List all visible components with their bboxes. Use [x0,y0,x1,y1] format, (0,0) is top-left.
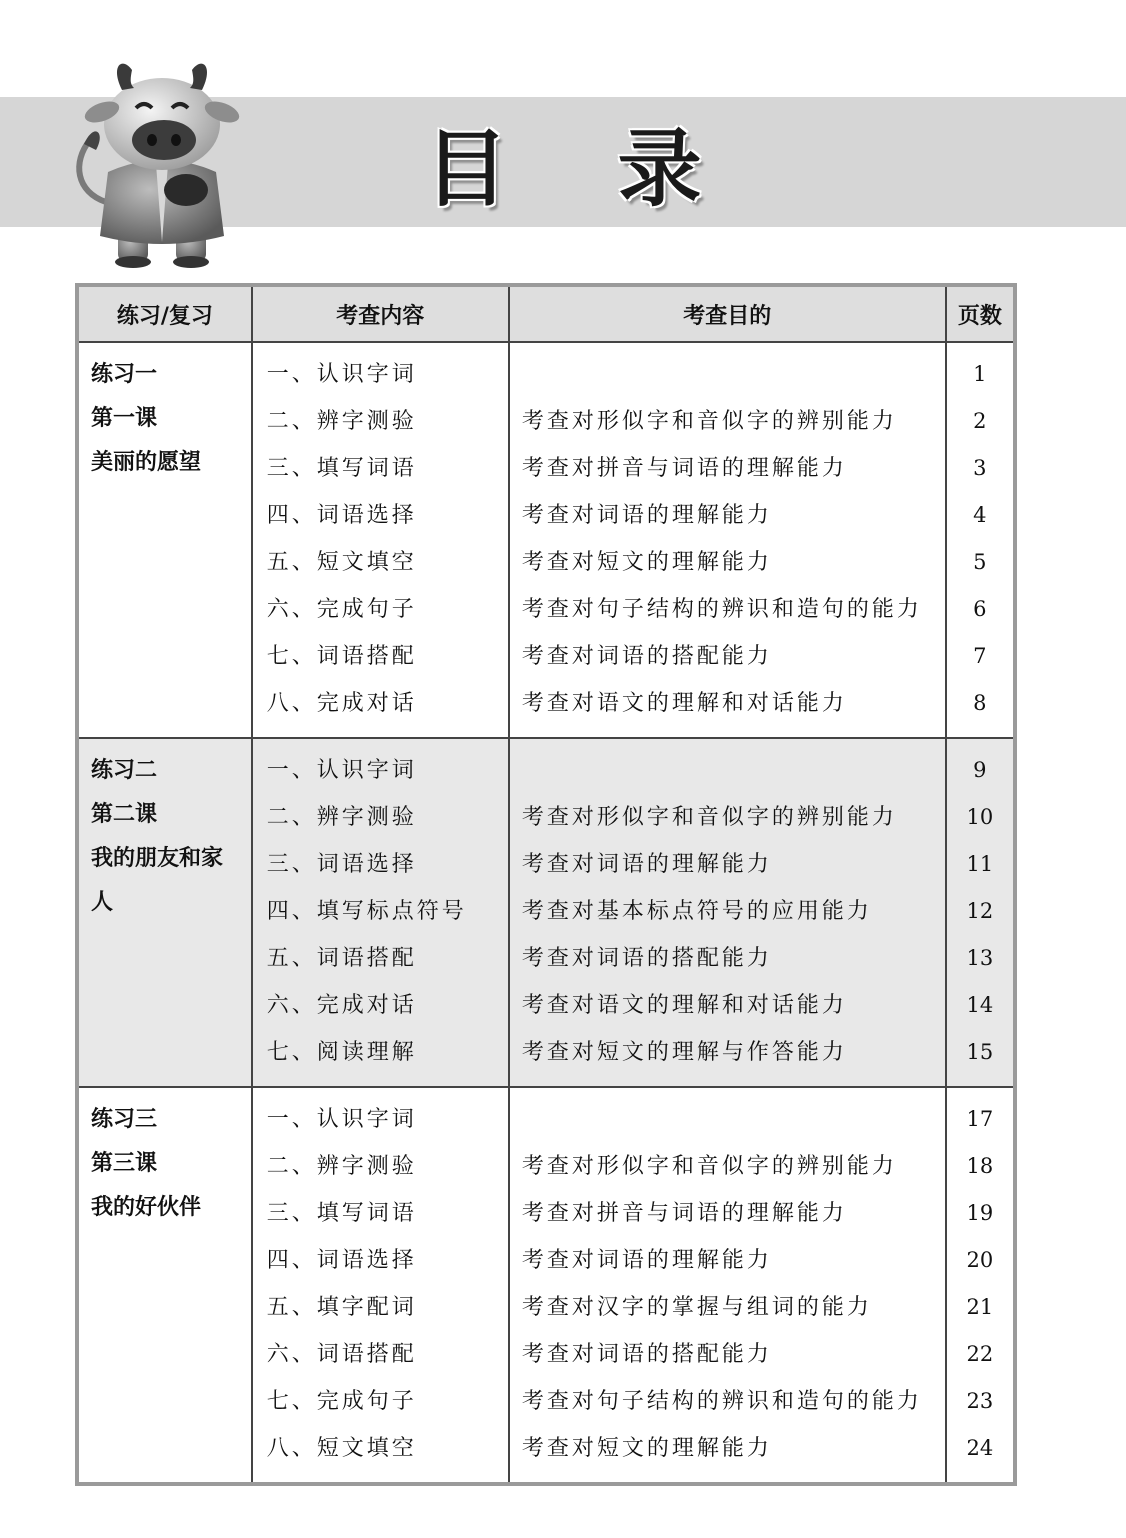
header-purpose: 考查目的 [509,285,946,342]
lesson-cell [77,738,252,1087]
header-content: 考查内容 [252,285,509,342]
content-item: 四、词语选择 [266,503,417,528]
purpose-cell [509,1087,946,1484]
exercise-group-2 [77,738,1015,1087]
header-page: 页数 [946,285,1015,342]
purpose-item: 考查对词语的搭配能力 [521,1342,772,1367]
purpose-item: 考查对词语的搭配能力 [521,644,772,669]
content-cell [252,342,509,738]
page-number: 15 [966,1040,994,1064]
purpose-item: 考查对短文的理解能力 [521,550,772,575]
content-item: 八、完成对话 [266,691,417,716]
page-number: 2 [973,409,987,433]
purpose-item: 考查对词语的搭配能力 [521,946,772,971]
page-cell [946,1087,1015,1484]
lesson-number: 第二课 [91,802,158,827]
content-item: 一、认识字词 [266,362,417,387]
content-item: 三、词语选择 [266,852,417,877]
page-number: 7 [973,644,987,668]
page-number: 5 [973,550,987,574]
purpose-item: 考查对短文的理解能力 [521,1436,772,1461]
page-number: 12 [966,899,994,923]
page-number: 13 [966,946,994,970]
purpose-item: 考查对短文的理解与作答能力 [521,1040,847,1065]
page-number: 23 [966,1389,994,1413]
content-item: 二、辨字测验 [266,805,417,830]
purpose-item: 考查对语文的理解和对话能力 [521,993,847,1018]
purpose-item: 考查对语文的理解和对话能力 [521,691,847,716]
purpose-item: 考查对形似字和音似字的辨别能力 [521,1154,897,1179]
content-item: 三、填写词语 [266,456,417,481]
purpose-item: 考查对句子结构的辨识和造句的能力 [521,1389,922,1414]
content-item: 一、认识字词 [266,1107,417,1132]
content-cell [252,738,509,1087]
page-cell [946,342,1015,738]
page-number: 17 [966,1107,994,1131]
purpose-item [510,351,945,398]
page-number: 20 [966,1248,994,1272]
content-item: 四、填写标点符号 [266,899,467,924]
exercise-label: 练习一 [91,362,158,387]
lesson-cell [77,342,252,738]
purpose-item: 考查对词语的理解能力 [521,503,772,528]
page-number: 8 [973,691,987,715]
purpose-item [510,747,945,794]
table-of-contents [75,283,1017,1486]
page-number: 10 [966,805,994,829]
purpose-cell [509,342,946,738]
purpose-item: 考查对基本标点符号的应用能力 [521,899,872,924]
page-number: 18 [966,1154,994,1178]
page-number: 4 [973,503,987,527]
lesson-number: 第一课 [91,406,158,431]
page-cell [946,738,1015,1087]
content-item: 七、完成句子 [266,1389,417,1414]
content-item: 二、辨字测验 [266,409,417,434]
page-number: 1 [973,362,987,386]
lesson-title: 我的朋友和家 [91,846,224,871]
page-number: 19 [966,1201,994,1225]
purpose-item: 考查对句子结构的辨识和造句的能力 [521,597,922,622]
page-number: 3 [973,456,987,480]
content-item: 一、认识字词 [266,758,417,783]
exercise-label: 练习二 [91,758,158,783]
content-item: 六、完成对话 [266,993,417,1018]
purpose-item: 考查对词语的理解能力 [521,852,772,877]
exercise-group-3 [77,1087,1015,1484]
content-cell [252,1087,509,1484]
exercise-label: 练习三 [91,1107,158,1132]
content-item: 五、短文填空 [266,550,417,575]
content-item: 六、词语搭配 [266,1342,417,1367]
content-item: 六、完成句子 [266,597,417,622]
table-header-row [77,285,1015,342]
lesson-title: 美丽的愿望 [91,450,202,475]
header-exercise: 练习/复习 [77,285,252,342]
page-number: 9 [973,758,987,782]
lesson-cell [77,1087,252,1484]
content-item: 八、短文填空 [266,1436,417,1461]
page-title: 目 录 [424,119,742,218]
lesson-title: 我的好伙伴 [91,1195,202,1220]
content-item: 二、辨字测验 [266,1154,417,1179]
page-number: 11 [966,852,994,876]
exercise-group-1 [77,342,1015,738]
content-item: 四、词语选择 [266,1248,417,1273]
purpose-item: 考查对形似字和音似字的辨别能力 [521,805,897,830]
purpose-item: 考查对汉字的掌握与组词的能力 [521,1295,872,1320]
page-number: 14 [966,993,994,1017]
content-item: 七、词语搭配 [266,644,417,669]
purpose-item: 考查对形似字和音似字的辨别能力 [521,409,897,434]
cartoon-ox-mascot-icon [66,52,256,270]
purpose-item: 考查对词语的理解能力 [521,1248,772,1273]
page-number: 6 [973,597,987,621]
content-item: 五、词语搭配 [266,946,417,971]
purpose-item: 考查对拼音与词语的理解能力 [521,456,847,481]
content-item: 三、填写词语 [266,1201,417,1226]
lesson-number: 第三课 [91,1151,158,1176]
content-item: 七、阅读理解 [266,1040,417,1065]
page-number: 24 [966,1436,994,1460]
content-item: 五、填字配词 [266,1295,417,1320]
lesson-title-continued: 人 [91,890,114,915]
purpose-cell [509,738,946,1087]
page-number: 21 [966,1295,994,1319]
purpose-item: 考查对拼音与词语的理解能力 [521,1201,847,1226]
page-number: 22 [966,1342,994,1366]
purpose-item [510,1096,945,1143]
